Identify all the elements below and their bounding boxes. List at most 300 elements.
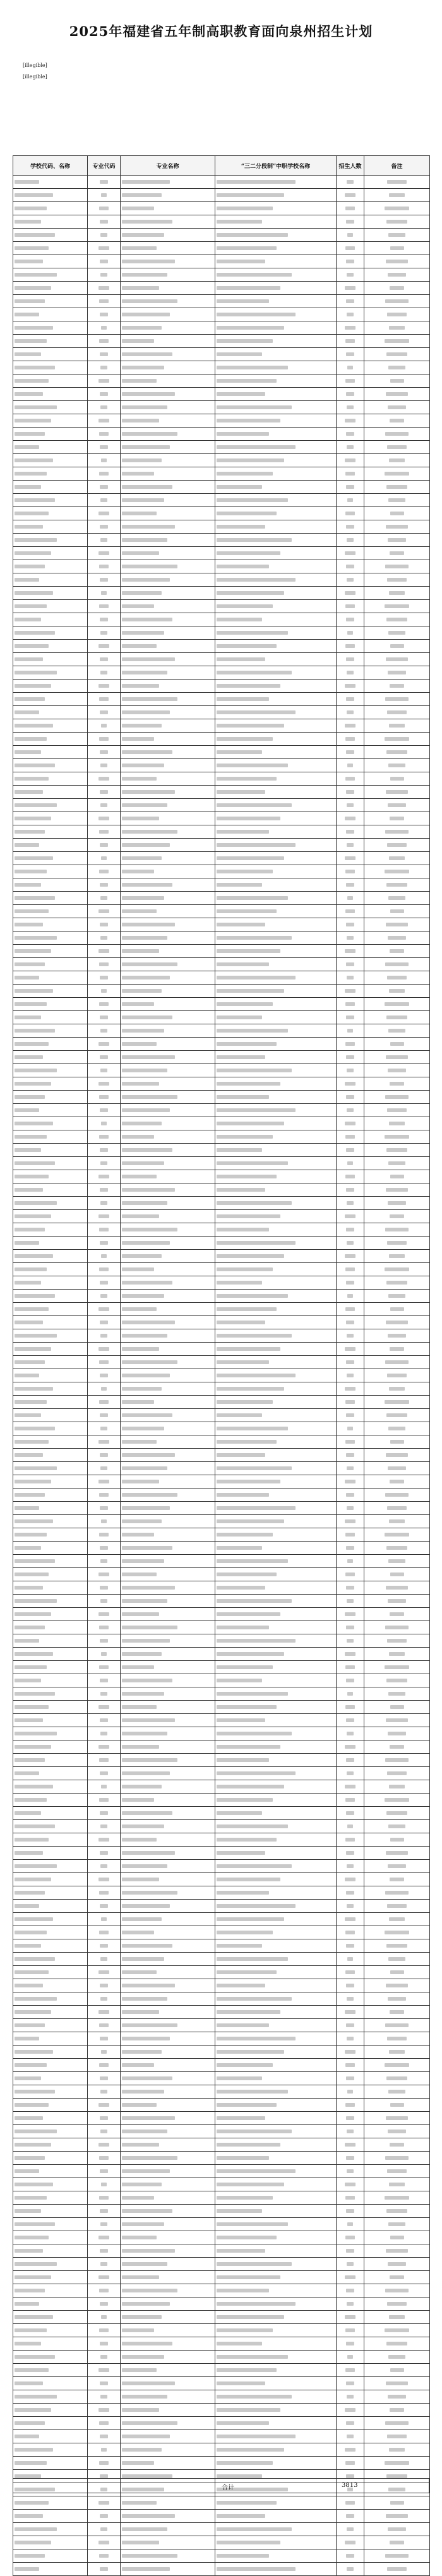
- table-row: [13, 759, 430, 772]
- table-cell: [215, 998, 337, 1011]
- illegible-text-placeholder: [217, 1453, 265, 1457]
- table-cell: [337, 1369, 364, 1382]
- illegible-text-placeholder: [217, 2050, 284, 2054]
- illegible-text-placeholder: [122, 2514, 175, 2518]
- table-cell: [121, 2138, 215, 2152]
- illegible-text-placeholder: [100, 1984, 109, 1987]
- illegible-text-placeholder: [99, 1175, 109, 1178]
- table-cell: [215, 1316, 337, 1329]
- table-cell: [215, 1542, 337, 1555]
- table-cell: [121, 348, 215, 361]
- illegible-text-placeholder: [217, 286, 280, 290]
- illegible-text-placeholder: [217, 1652, 284, 1656]
- illegible-text-placeholder: [100, 1241, 107, 1245]
- table-cell: [215, 1648, 337, 1661]
- illegible-text-placeholder: [122, 1851, 175, 1855]
- table-row: [13, 295, 430, 308]
- illegible-text-placeholder: [122, 1334, 167, 1338]
- illegible-text-placeholder: [346, 1360, 355, 1364]
- illegible-text-placeholder: [217, 525, 265, 529]
- table-cell: [121, 812, 215, 825]
- table-cell: [88, 1581, 121, 1595]
- illegible-text-placeholder: [386, 657, 408, 661]
- illegible-text-placeholder: [386, 1321, 408, 1324]
- illegible-text-placeholder: [15, 1254, 53, 1258]
- table-cell: [13, 892, 88, 905]
- illegible-text-placeholder: [388, 2262, 406, 2266]
- table-cell: [13, 2046, 88, 2059]
- table-cell: [364, 918, 430, 932]
- illegible-text-placeholder: [15, 1334, 57, 1338]
- illegible-text-placeholder: [99, 1002, 109, 1006]
- illegible-text-placeholder: [217, 1692, 288, 1696]
- illegible-text-placeholder: [390, 644, 404, 648]
- illegible-text-placeholder: [15, 2514, 43, 2518]
- table-cell: [88, 560, 121, 573]
- table-cell: [337, 2085, 364, 2099]
- table-cell: [121, 2178, 215, 2191]
- table-cell: [364, 1396, 430, 1409]
- illegible-text-placeholder: [15, 618, 41, 621]
- illegible-text-placeholder: [347, 1824, 354, 1828]
- illegible-text-placeholder: [99, 1612, 109, 1616]
- illegible-text-placeholder: [388, 631, 405, 635]
- table-cell: [88, 1303, 121, 1316]
- illegible-text-placeholder: [345, 1838, 355, 1842]
- illegible-text-placeholder: [15, 817, 51, 820]
- table-cell: [215, 958, 337, 971]
- illegible-text-placeholder: [386, 790, 408, 794]
- table-cell: [88, 1714, 121, 1727]
- illegible-text-placeholder: [99, 1360, 109, 1364]
- illegible-text-placeholder: [347, 671, 354, 674]
- table-cell: [88, 1701, 121, 1714]
- illegible-text-placeholder: [346, 2342, 354, 2345]
- illegible-text-placeholder: [345, 286, 355, 290]
- illegible-text-placeholder: [390, 379, 404, 383]
- table-cell: [215, 799, 337, 812]
- illegible-text-placeholder: [217, 246, 277, 250]
- illegible-text-placeholder: [122, 1811, 172, 1815]
- header-enrollment: 招生人数: [337, 156, 364, 176]
- table-cell: [364, 2165, 430, 2178]
- illegible-text-placeholder: [122, 1228, 177, 1231]
- table-cell: [364, 640, 430, 653]
- total-row: [13, 2478, 429, 2493]
- illegible-text-placeholder: [386, 2209, 407, 2213]
- table-cell: [215, 1581, 337, 1595]
- illegible-text-placeholder: [345, 2328, 355, 2332]
- illegible-text-placeholder: [388, 896, 405, 900]
- illegible-text-placeholder: [345, 1002, 355, 1006]
- table-cell: [121, 1422, 215, 1435]
- table-row: [13, 653, 430, 666]
- table-cell: [337, 507, 364, 520]
- table-cell: [337, 2271, 364, 2284]
- table-cell: [121, 1953, 215, 1966]
- illegible-text-placeholder: [122, 525, 175, 529]
- illegible-text-placeholder: [15, 896, 55, 900]
- table-cell: [121, 958, 215, 971]
- table-cell: [337, 1157, 364, 1170]
- illegible-text-placeholder: [100, 1055, 109, 1059]
- illegible-text-placeholder: [15, 260, 43, 263]
- table-cell: [337, 2536, 364, 2549]
- illegible-text-placeholder: [390, 1480, 405, 1483]
- table-row: [13, 600, 430, 613]
- illegible-text-placeholder: [217, 1029, 288, 1033]
- table-cell: [337, 2430, 364, 2443]
- illegible-text-placeholder: [346, 2474, 354, 2478]
- illegible-text-placeholder: [217, 2116, 265, 2120]
- table-cell: [215, 1422, 337, 1435]
- illegible-text-placeholder: [217, 1811, 262, 1815]
- table-cell: [337, 1979, 364, 1992]
- illegible-text-placeholder: [386, 618, 407, 621]
- illegible-text-placeholder: [15, 1267, 47, 1271]
- table-cell: [13, 1117, 88, 1130]
- table-row: [13, 2510, 430, 2523]
- illegible-text-placeholder: [385, 1493, 409, 1497]
- illegible-text-placeholder: [100, 1015, 108, 1019]
- illegible-text-placeholder: [217, 1188, 265, 1192]
- table-row: [13, 1939, 430, 1953]
- illegible-text-placeholder: [217, 618, 262, 621]
- illegible-text-placeholder: [122, 777, 157, 781]
- illegible-text-placeholder: [390, 512, 404, 515]
- table-cell: [121, 1077, 215, 1091]
- table-row: [13, 401, 430, 414]
- table-cell: [215, 1091, 337, 1104]
- table-cell: [215, 2311, 337, 2324]
- table-row: [13, 1502, 430, 1515]
- table-cell: [13, 520, 88, 534]
- table-cell: [121, 786, 215, 799]
- table-cell: [215, 2523, 337, 2536]
- illegible-text-placeholder: [101, 856, 107, 860]
- illegible-text-placeholder: [385, 2421, 409, 2425]
- table-cell: [215, 1197, 337, 1210]
- illegible-text-placeholder: [385, 2156, 409, 2160]
- table-row: [13, 1807, 430, 1820]
- illegible-text-placeholder: [122, 1427, 164, 1430]
- table-cell: [13, 812, 88, 825]
- table-cell: [364, 1502, 430, 1515]
- illegible-text-placeholder: [217, 1559, 288, 1563]
- table-cell: [13, 1714, 88, 1727]
- table-cell: [13, 1290, 88, 1303]
- illegible-text-placeholder: [15, 1042, 49, 1046]
- table-row: [13, 1449, 430, 1462]
- table-cell: [13, 401, 88, 414]
- illegible-text-placeholder: [388, 1069, 406, 1072]
- header-major-name: 专业名称: [121, 156, 215, 176]
- illegible-text-placeholder: [217, 1334, 292, 1338]
- illegible-text-placeholder: [122, 1984, 175, 1987]
- illegible-text-placeholder: [387, 2435, 407, 2438]
- table-cell: [121, 799, 215, 812]
- table-cell: [121, 2032, 215, 2046]
- illegible-text-placeholder: [15, 1811, 41, 1815]
- illegible-text-placeholder: [217, 193, 284, 197]
- table-cell: [364, 878, 430, 892]
- table-cell: [121, 759, 215, 772]
- illegible-text-placeholder: [217, 1626, 269, 1629]
- table-cell: [337, 746, 364, 759]
- illegible-text-placeholder: [217, 1161, 288, 1165]
- illegible-text-placeholder: [217, 976, 296, 979]
- illegible-text-placeholder: [15, 1214, 51, 1218]
- table-cell: [337, 2258, 364, 2271]
- table-cell: [337, 799, 364, 812]
- table-cell: [121, 1860, 215, 1873]
- table-row: [13, 1038, 430, 1051]
- table-cell: [364, 229, 430, 242]
- illegible-text-placeholder: [217, 724, 284, 728]
- illegible-text-placeholder: [122, 472, 154, 476]
- table-cell: [364, 1648, 430, 1661]
- table-cell: [337, 2510, 364, 2523]
- illegible-text-placeholder: [15, 1015, 41, 1019]
- table-cell: [121, 1992, 215, 2006]
- table-row: [13, 2205, 430, 2218]
- illegible-text-placeholder: [390, 1705, 404, 1709]
- table-cell: [121, 1701, 215, 1714]
- table-row: [13, 613, 430, 626]
- illegible-text-placeholder: [345, 1400, 355, 1404]
- illegible-text-placeholder: [347, 313, 354, 316]
- illegible-text-placeholder: [15, 1573, 49, 1576]
- table-cell: [337, 2244, 364, 2258]
- illegible-text-placeholder: [15, 366, 55, 369]
- table-cell: [88, 1316, 121, 1329]
- illegible-text-placeholder: [15, 1294, 55, 1298]
- illegible-text-placeholder: [122, 1267, 154, 1271]
- illegible-text-placeholder: [217, 1758, 269, 1762]
- table-cell: [13, 202, 88, 215]
- illegible-text-placeholder: [217, 512, 277, 515]
- illegible-text-placeholder: [345, 644, 355, 648]
- illegible-text-placeholder: [217, 2381, 265, 2385]
- table-cell: [364, 1157, 430, 1170]
- table-cell: [121, 1382, 215, 1396]
- illegible-text-placeholder: [345, 1387, 355, 1391]
- table-cell: [121, 706, 215, 719]
- table-cell: [337, 1939, 364, 1953]
- illegible-text-placeholder: [99, 1480, 109, 1483]
- table-cell: [121, 640, 215, 653]
- table-cell: [364, 2125, 430, 2138]
- illegible-text-placeholder: [345, 1519, 355, 1523]
- table-cell: [215, 1104, 337, 1117]
- table-cell: [364, 308, 430, 321]
- illegible-text-placeholder: [122, 578, 170, 582]
- table-cell: [364, 1740, 430, 1754]
- table-cell: [337, 1223, 364, 1237]
- table-cell: [121, 653, 215, 666]
- table-cell: [121, 2059, 215, 2072]
- illegible-text-placeholder: [387, 2169, 407, 2173]
- table-cell: [13, 2006, 88, 2019]
- table-cell: [337, 2112, 364, 2125]
- table-cell: [121, 2510, 215, 2523]
- illegible-text-placeholder: [122, 1626, 177, 1629]
- table-cell: [88, 1608, 121, 1621]
- table-cell: [215, 2231, 337, 2244]
- illegible-text-placeholder: [122, 2037, 170, 2040]
- table-cell: [13, 1581, 88, 1595]
- illegible-text-placeholder: [345, 551, 355, 555]
- illegible-text-placeholder: [99, 286, 109, 290]
- table-cell: [337, 2337, 364, 2351]
- table-cell: [13, 441, 88, 454]
- table-cell: [337, 308, 364, 321]
- table-cell: [364, 2152, 430, 2165]
- table-cell: [88, 1038, 121, 1051]
- illegible-text-placeholder: [217, 684, 280, 688]
- illegible-text-placeholder: [122, 684, 159, 688]
- illegible-text-placeholder: [345, 1878, 355, 1881]
- table-cell: [88, 892, 121, 905]
- table-row: [13, 2138, 430, 2152]
- illegible-text-placeholder: [122, 2116, 175, 2120]
- illegible-text-placeholder: [390, 1745, 405, 1749]
- table-cell: [215, 839, 337, 852]
- illegible-text-placeholder: [15, 870, 47, 873]
- illegible-text-placeholder: [217, 1798, 273, 1802]
- table-cell: [337, 2046, 364, 2059]
- table-cell: [121, 865, 215, 878]
- table-cell: [13, 1740, 88, 1754]
- table-cell: [121, 1727, 215, 1740]
- table-cell: [13, 759, 88, 772]
- table-cell: [13, 640, 88, 653]
- table-cell: [88, 587, 121, 600]
- document-title: 2025年福建省五年制高职教育面向泉州招生计划: [69, 23, 373, 39]
- table-cell: [337, 1462, 364, 1475]
- table-row: [13, 640, 430, 653]
- illegible-text-placeholder: [345, 2143, 355, 2147]
- table-row: [13, 189, 430, 202]
- illegible-text-placeholder: [15, 1055, 43, 1059]
- illegible-text-placeholder: [389, 1387, 405, 1391]
- illegible-text-placeholder: [347, 1559, 354, 1563]
- table-row: [13, 202, 430, 215]
- illegible-text-placeholder: [15, 750, 41, 754]
- table-cell: [13, 1449, 88, 1462]
- illegible-text-placeholder: [347, 976, 354, 979]
- illegible-text-placeholder: [15, 525, 43, 529]
- illegible-text-placeholder: [99, 777, 109, 781]
- table-row: [13, 507, 430, 520]
- table-cell: [337, 1886, 364, 1900]
- table-cell: [215, 2019, 337, 2032]
- table-cell: [88, 2510, 121, 2523]
- table-cell: [364, 759, 430, 772]
- table-cell: [337, 2165, 364, 2178]
- illegible-text-placeholder: [100, 405, 108, 409]
- table-row: [13, 693, 430, 706]
- table-cell: [88, 1449, 121, 1462]
- table-row: [13, 441, 430, 454]
- table-cell: [364, 985, 430, 998]
- illegible-text-placeholder: [15, 207, 47, 210]
- illegible-text-placeholder: [346, 2381, 354, 2385]
- illegible-text-placeholder: [15, 2567, 39, 2571]
- table-cell: [337, 2443, 364, 2457]
- table-cell: [215, 600, 337, 613]
- table-cell: [13, 481, 88, 494]
- table-cell: [364, 1595, 430, 1608]
- table-cell: [121, 2443, 215, 2457]
- illegible-text-placeholder: [100, 260, 109, 263]
- table-cell: [13, 746, 88, 759]
- table-cell: [13, 1475, 88, 1489]
- table-cell: [88, 1382, 121, 1396]
- illegible-text-placeholder: [99, 551, 109, 555]
- table-cell: [13, 1064, 88, 1077]
- table-cell: [337, 2297, 364, 2311]
- illegible-text-placeholder: [217, 1082, 280, 1086]
- illegible-text-placeholder: [122, 1002, 154, 1006]
- table-cell: [121, 1489, 215, 1502]
- table-row: [13, 1873, 430, 1886]
- table-cell: [337, 1568, 364, 1581]
- table-row: [13, 839, 430, 852]
- table-cell: [337, 1542, 364, 1555]
- table-cell: [13, 1422, 88, 1435]
- illegible-text-placeholder: [390, 1573, 404, 1576]
- illegible-text-placeholder: [122, 2408, 159, 2412]
- illegible-text-placeholder: [15, 1148, 41, 1152]
- illegible-text-placeholder: [389, 1917, 405, 1921]
- table-cell: [337, 892, 364, 905]
- table-cell: [88, 1634, 121, 1648]
- illegible-text-placeholder: [100, 883, 108, 887]
- table-cell: [215, 1621, 337, 1634]
- illegible-text-placeholder: [346, 1095, 355, 1099]
- illegible-text-placeholder: [346, 1758, 355, 1762]
- table-cell: [337, 1250, 364, 1263]
- illegible-text-placeholder: [100, 1201, 108, 1205]
- table-cell: [215, 401, 337, 414]
- illegible-text-placeholder: [217, 2289, 269, 2292]
- table-cell: [88, 454, 121, 467]
- illegible-text-placeholder: [15, 2501, 49, 2505]
- table-cell: [13, 1515, 88, 1528]
- illegible-text-placeholder: [346, 883, 354, 887]
- table-row: [13, 2072, 430, 2085]
- table-cell: [13, 719, 88, 733]
- table-cell: [13, 786, 88, 799]
- illegible-text-placeholder: [122, 1891, 177, 1895]
- table-row: [13, 1608, 430, 1621]
- illegible-text-placeholder: [345, 1267, 355, 1271]
- table-cell: [215, 1435, 337, 1449]
- table-cell: [88, 905, 121, 918]
- table-cell: [215, 229, 337, 242]
- table-row: [13, 1847, 430, 1860]
- table-cell: [88, 1263, 121, 1276]
- illegible-text-placeholder: [347, 631, 354, 635]
- table-cell: [215, 1502, 337, 1515]
- illegible-text-placeholder: [387, 1241, 407, 1245]
- illegible-text-placeholder: [100, 538, 108, 542]
- table-cell: [88, 1953, 121, 1966]
- illegible-text-placeholder: [345, 777, 355, 781]
- table-cell: [337, 176, 364, 189]
- table-row: [13, 1489, 430, 1502]
